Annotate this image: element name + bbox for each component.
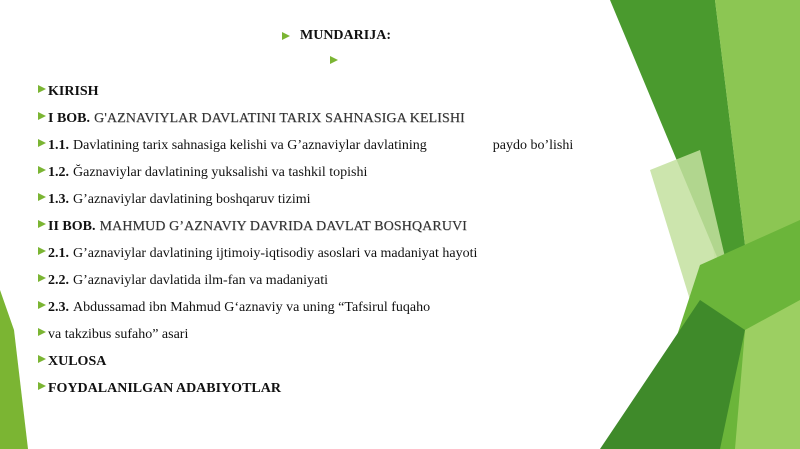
toc-item-2-2	[38, 267, 618, 294]
bullet-triangle-icon	[38, 112, 46, 120]
bullet-triangle-icon	[38, 382, 46, 390]
bullet-triangle-icon	[38, 220, 46, 228]
toc-item-text-tail: paydo bo’lishi	[492, 137, 574, 153]
bullet-triangle-icon	[38, 328, 46, 336]
toc-item-xulosa	[38, 348, 618, 375]
toc-item-chapter-2	[38, 213, 618, 240]
toc-item-number: I BOB.	[48, 110, 91, 126]
toc-item-text: KIRISH	[48, 83, 99, 99]
toc-item-number: 1.3.	[48, 191, 69, 207]
toc-item-text: Davlatining tarix sahnasiga kelishi va G’aznaviylar davlatining	[73, 137, 427, 153]
toc-item-kirish	[38, 78, 618, 105]
bullet-triangle-icon	[38, 139, 46, 147]
toc-item-chapter-1	[38, 105, 618, 132]
bullet-triangle-icon	[38, 85, 46, 93]
toc-item-number: 1.2.	[48, 164, 69, 180]
bullet-triangle-icon	[38, 274, 46, 282]
toc-item-text: G’aznaviylar davlatida ilm-fan va madaniyati	[73, 272, 329, 288]
toc-item-2-3-continued	[38, 321, 618, 348]
table-of-contents	[38, 78, 618, 402]
toc-item-number: 2.2.	[48, 272, 69, 288]
slide-title	[282, 26, 391, 46]
toc-item-number: 2.1.	[48, 245, 69, 261]
toc-item-text: XULOSA	[48, 353, 107, 369]
toc-item-text: Abdussamad ibn Mahmud G‘aznaviy va uning “Tafsirul fuqaho	[73, 299, 431, 315]
toc-item-text: G’aznaviylar davlatining boshqaruv tizimi	[73, 191, 311, 207]
toc-item-1-1	[38, 132, 618, 159]
toc-item-number: 2.3.	[48, 299, 69, 315]
toc-item-1-2	[38, 159, 618, 186]
toc-item-number: II BOB.	[48, 218, 96, 234]
toc-item-2-3	[38, 294, 618, 321]
empty-bullet-triangle-icon	[330, 56, 338, 64]
toc-item-text: G’aznaviylar davlatining ijtimoiy-iqtisodiy asoslari va madaniyat hayoti	[73, 245, 478, 261]
toc-item-adabiyotlar	[38, 375, 618, 402]
toc-item-text: G'AZNAVIYLAR DAVLATINI TARIX SAHNASIGA KELISHI	[94, 110, 465, 126]
bullet-triangle-icon	[38, 193, 46, 201]
bullet-triangle-icon	[38, 355, 46, 363]
slide-title-text: MUNDARIJA:	[300, 28, 391, 43]
toc-item-1-3	[38, 186, 618, 213]
bullet-triangle-icon	[38, 166, 46, 174]
bullet-triangle-icon	[38, 247, 46, 255]
toc-item-text: va takzibus sufaho” asari	[48, 326, 189, 342]
toc-item-text: MAHMUD G’AZNAVIY DAVRIDA DAVLAT BOSHQARUVI	[99, 218, 467, 234]
toc-item-text: FOYDALANILGAN ADABIYOTLAR	[48, 380, 281, 396]
bullet-triangle-icon	[38, 301, 46, 309]
toc-item-2-1	[38, 240, 618, 267]
toc-item-text: Ğaznaviylar davlatining yuksalishi va tashkil topishi	[73, 164, 368, 180]
toc-item-number: 1.1.	[48, 137, 69, 153]
bullet-triangle-icon	[282, 32, 290, 40]
